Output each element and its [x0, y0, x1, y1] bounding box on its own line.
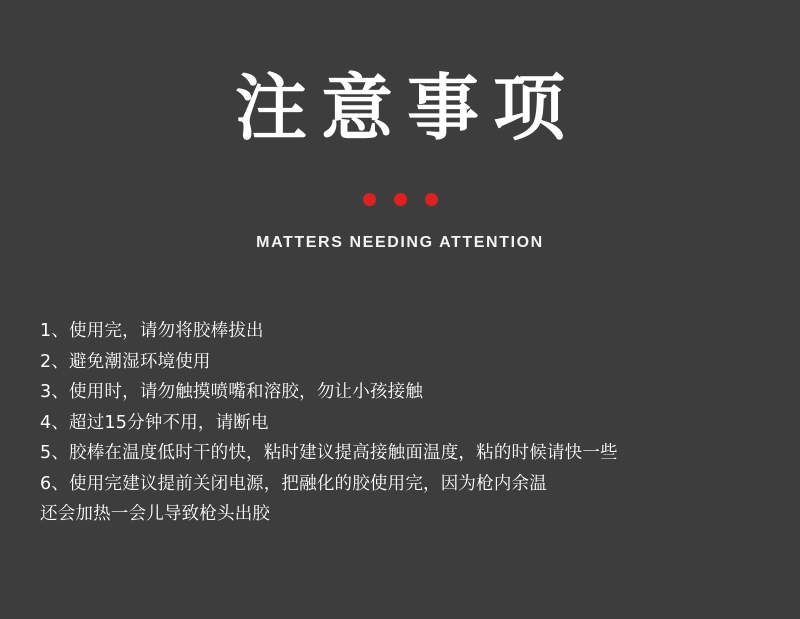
list-item: 还会加热一会儿导致枪头出胶 [40, 504, 271, 524]
divider-dot-2 [394, 193, 407, 206]
list-item: 1、使用完，请勿将胶棒拔出 [40, 321, 264, 341]
page-title: 注意事项 [234, 65, 579, 150]
list-item: 5、胶棒在温度低时干的快，粘时建议提高接触面温度，粘的时候请快一些 [40, 443, 618, 463]
list-item: 6、使用完建议提前关闭电源，把融化的胶使用完，因为枪内余温 [40, 473, 547, 494]
divider-dots [0, 193, 800, 206]
list-item: 4、超过15分钟不用，请断电 [40, 412, 269, 433]
notes-list [40, 318, 770, 532]
list-item: 3、使用时，请勿触摸喷嘴和溶胶，勿让小孩接触 [40, 382, 424, 402]
page-subtitle: MATTERS NEEDING ATTENTION [256, 234, 544, 251]
list-item: 2、避免潮湿环境使用 [40, 351, 211, 372]
divider-dot-3 [425, 193, 438, 206]
divider-dot-1 [363, 193, 376, 206]
